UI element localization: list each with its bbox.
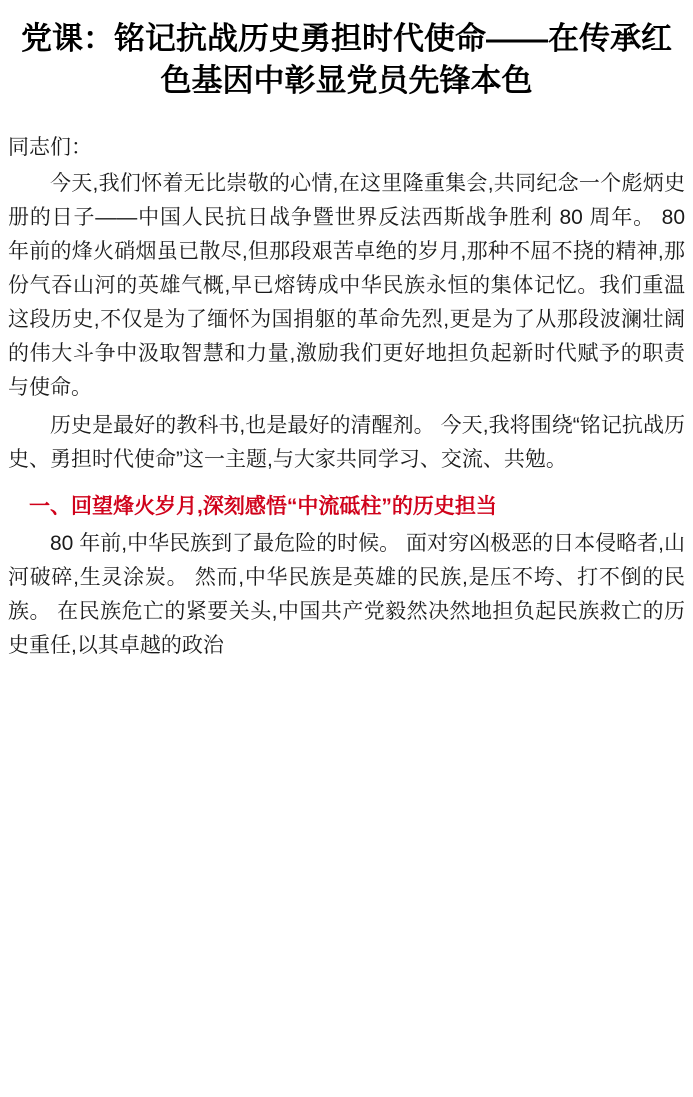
body-paragraph-2: 历史是最好的教科书,也是最好的清醒剂。 今天,我将围绕“铭记抗战历史、勇担时代使命”这一主题,与大家共同学习、交流、共勉。 — [8, 414, 685, 472]
page-title: 党课：铭记抗战历史勇担时代使命——在传承红色基因中彰显党员先锋本色 — [21, 21, 672, 98]
section-paragraph-1: 80 年前,中华民族到了最危险的时候。 面对穷凶极恶的日本侵略者,山河破碎,生灵涂炭。 然而,中华民族是英雄的民族,是压不垮、打不倒的民族。 在民族危亡的紧要关头,中国共产党毅然决然地担负起民族救亡的历史重任,以其卓越的政治 — [8, 531, 685, 657]
section-heading-1: 一、回望烽火岁月,深刻感悟“中流砥柱”的历史担当 — [29, 495, 497, 519]
salutation: 同志们： — [8, 135, 92, 159]
body-paragraph-1: 今天,我们怀着无比崇敬的心情,在这里隆重集会,共同纪念一个彪炳史册的日子——中国人民抗日战争暨世界反法西斯战争胜利 80 周年。 80 年前的烽火硝烟虽已散尽,但那段艰苦卓绝的岁月,那种不屈不挠的精神,那份气吞山河的英雄气概,早已熔铸成中华民族永恒的集体记忆。我们重温这段历史,不仅是为了缅怀为国捐躯的革命先烈,更是为了从那段波澜壮阔的伟大斗争中汲取智慧和力量,激励我们更好地担负起新时代赋予的职责与使命。 — [8, 172, 685, 400]
